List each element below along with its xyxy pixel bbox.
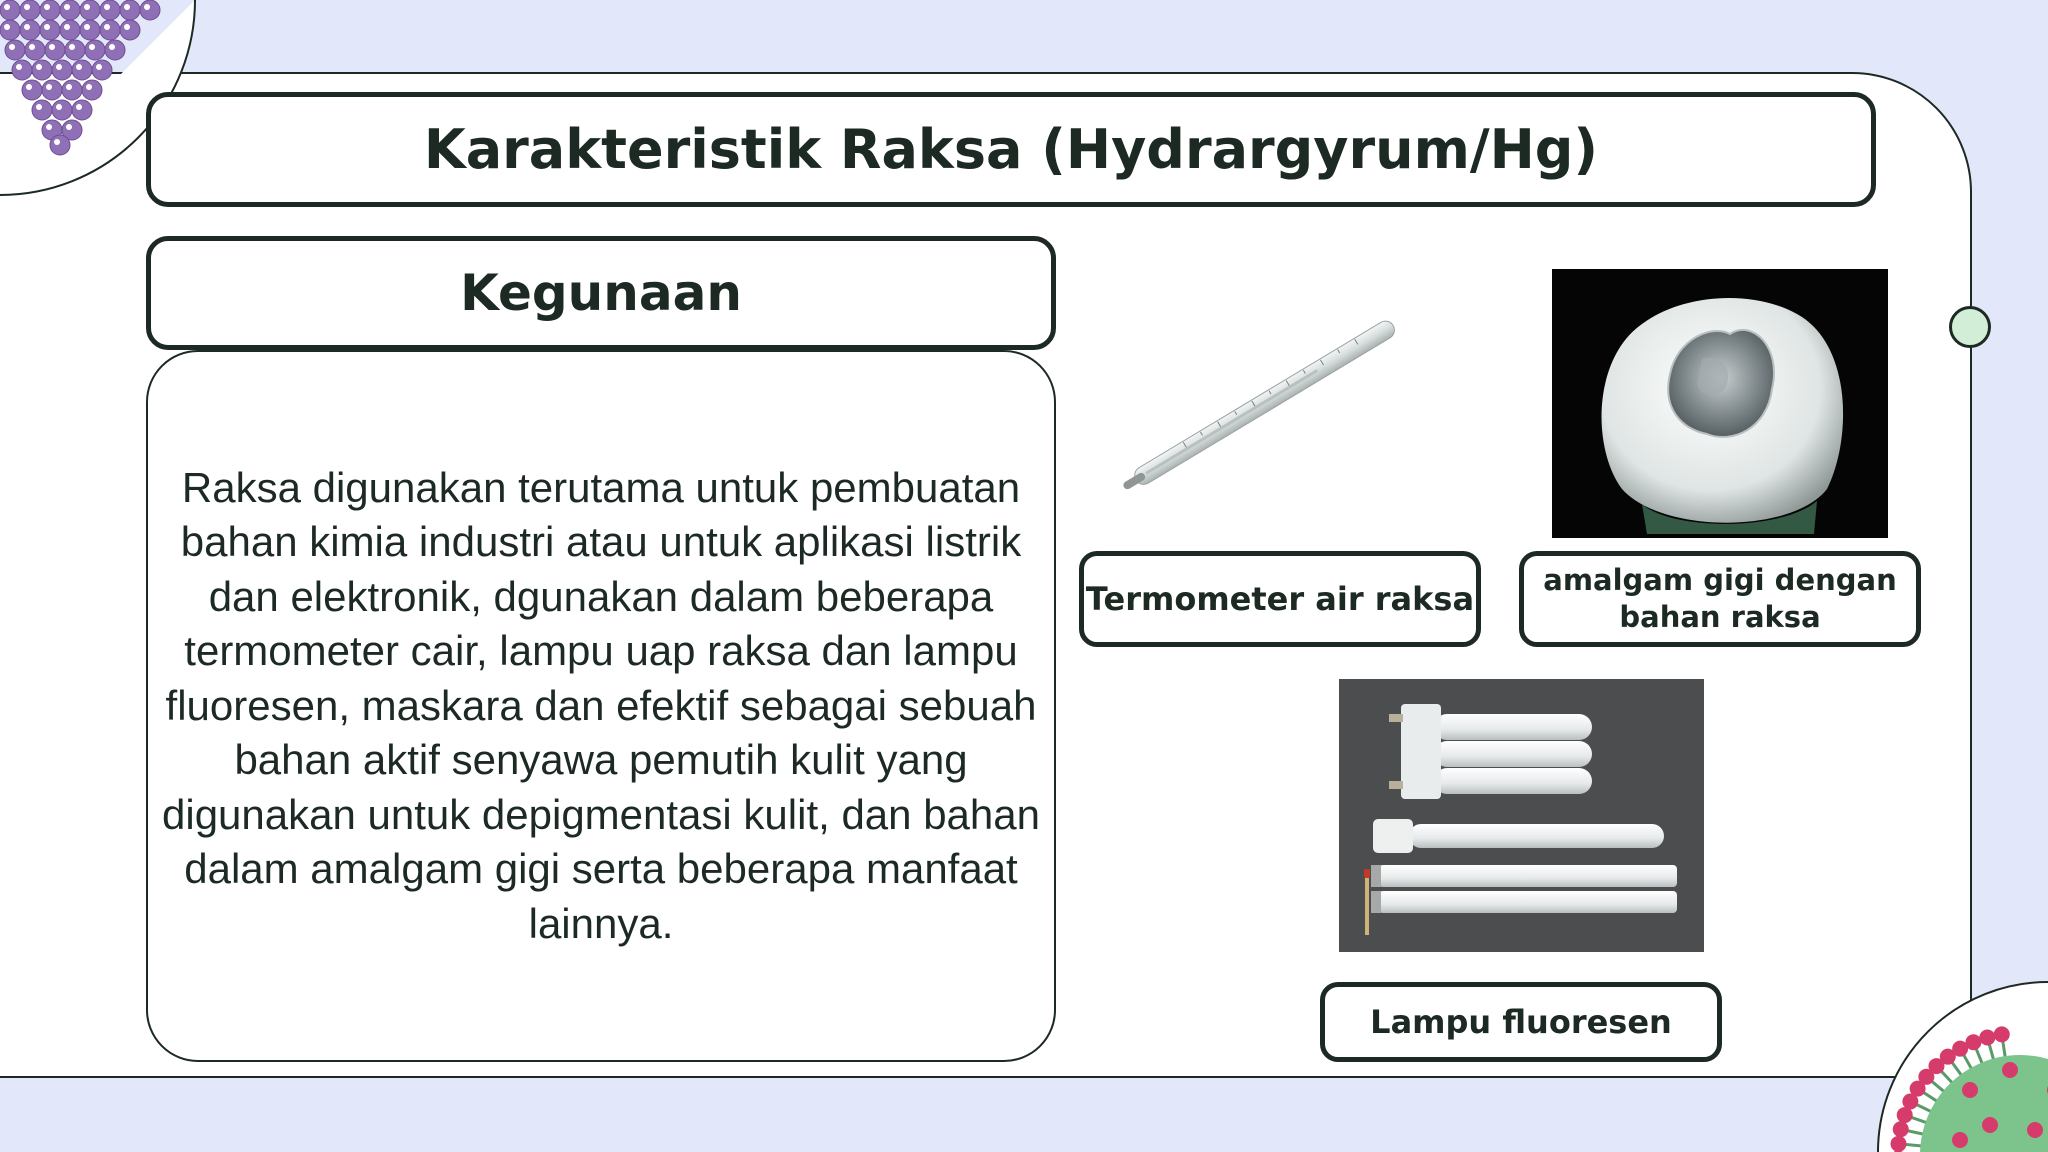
section-heading-box	[146, 236, 1056, 350]
section-heading: Kegunaan	[460, 264, 742, 322]
caption-thermometer: Termometer air raksa	[1079, 551, 1481, 647]
thermometer-photo	[1116, 300, 1436, 500]
title-box	[146, 92, 1876, 207]
fluorescent-lamp-photo	[1339, 679, 1704, 952]
body-text: Raksa digunakan terutama untuk pembuatan bahan kimia industri atau untuk aplikasi listrik dan elektronik, dgunakan dalam beberapa termometer cair, lampu uap raksa dan lampu fluoresen, maskara dan efektif sebagai sebuah bahan aktif senyawa pemutih kulit yang digunakan untuk depigmentasi kulit, dan bahan dalam amalgam gigi serta beberapa manfaat lainnya.	[162, 463, 1040, 947]
accent-dot	[1949, 306, 1991, 348]
page-title: Karakteristik Raksa (Hydrargyrum/Hg)	[423, 118, 1599, 181]
caption-amalgam: amalgam gigi dengan bahan raksa	[1519, 551, 1921, 647]
virus-decoration-icon	[1820, 940, 2048, 1152]
caption-fluorescent-lamp: Lampu fluoresen	[1320, 982, 1722, 1062]
body-text-box	[146, 350, 1056, 1062]
amalgam-tooth-photo	[1552, 269, 1888, 538]
